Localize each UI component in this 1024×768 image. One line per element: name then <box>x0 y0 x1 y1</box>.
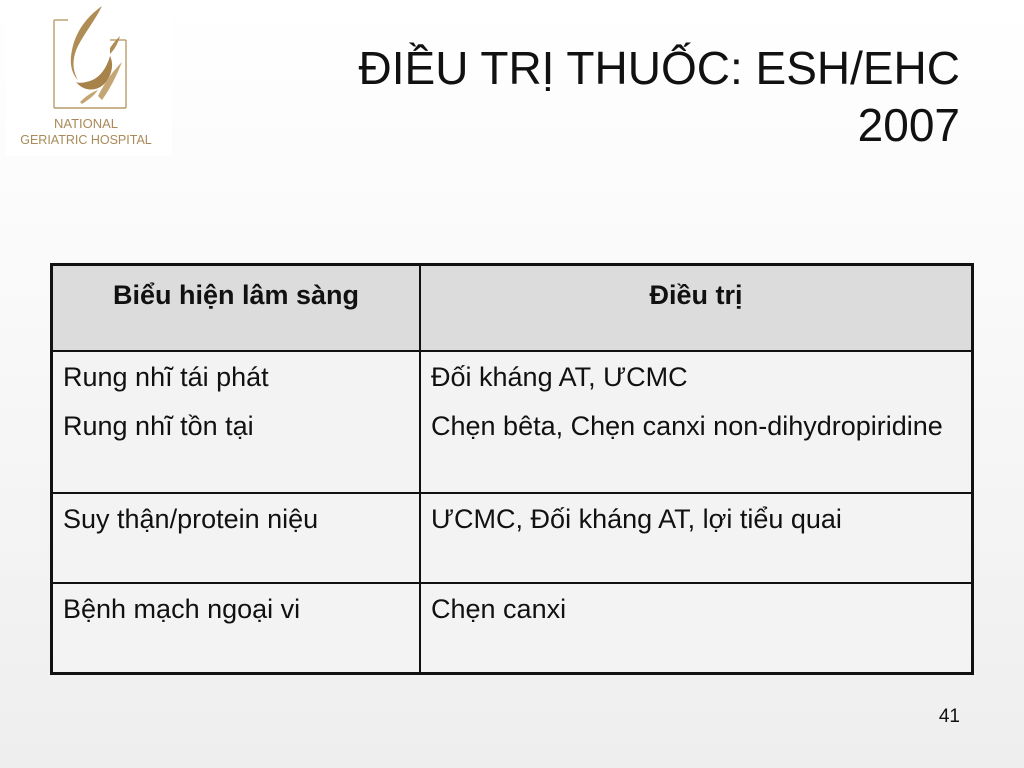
cell-line: Chẹn bêta, Chẹn canxi non-dihydropiridine <box>431 411 943 441</box>
table-header-row <box>52 265 973 352</box>
slide-title-line2: 2007 <box>857 99 960 151</box>
slide-title-line1: ĐIỀU TRỊ THUỐC: ESH/EHC <box>358 42 960 94</box>
table-cell-treatment <box>420 351 973 493</box>
cell-line: Bệnh mạch ngoại vi <box>63 594 301 624</box>
logo-text-hospital: GERIATRIC HOSPITAL <box>20 133 152 147</box>
page-number: 41 <box>938 706 960 727</box>
table-cell-treatment <box>420 583 973 674</box>
treatment-table <box>50 263 974 675</box>
table-cell-manifestation <box>52 493 421 583</box>
header-clinical-manifestation: Biểu hiện lâm sàng <box>52 265 421 352</box>
cell-line: Rung nhĩ tồn tại <box>63 411 254 441</box>
cell-line: Rung nhĩ tái phát <box>63 362 269 392</box>
table-cell-treatment <box>420 493 973 583</box>
logo-emblem-icon <box>6 0 172 116</box>
header-treatment: Điều trị <box>420 265 973 352</box>
cell-line: Chẹn canxi <box>431 594 567 624</box>
cell-line: ƯCMC, Đối kháng AT, lợi tiểu quai <box>431 504 842 534</box>
table-row <box>52 351 973 493</box>
cell-line: Suy thận/protein niệu <box>63 504 319 534</box>
table-row <box>52 583 973 674</box>
table-cell-manifestation <box>52 351 421 493</box>
table-row <box>52 493 973 583</box>
hospital-logo <box>6 0 172 156</box>
logo-text-national: NATIONAL <box>53 116 119 131</box>
table-cell-manifestation <box>52 583 421 674</box>
cell-line: Đối kháng AT, ƯCMC <box>431 362 688 392</box>
slide-title <box>240 40 960 154</box>
